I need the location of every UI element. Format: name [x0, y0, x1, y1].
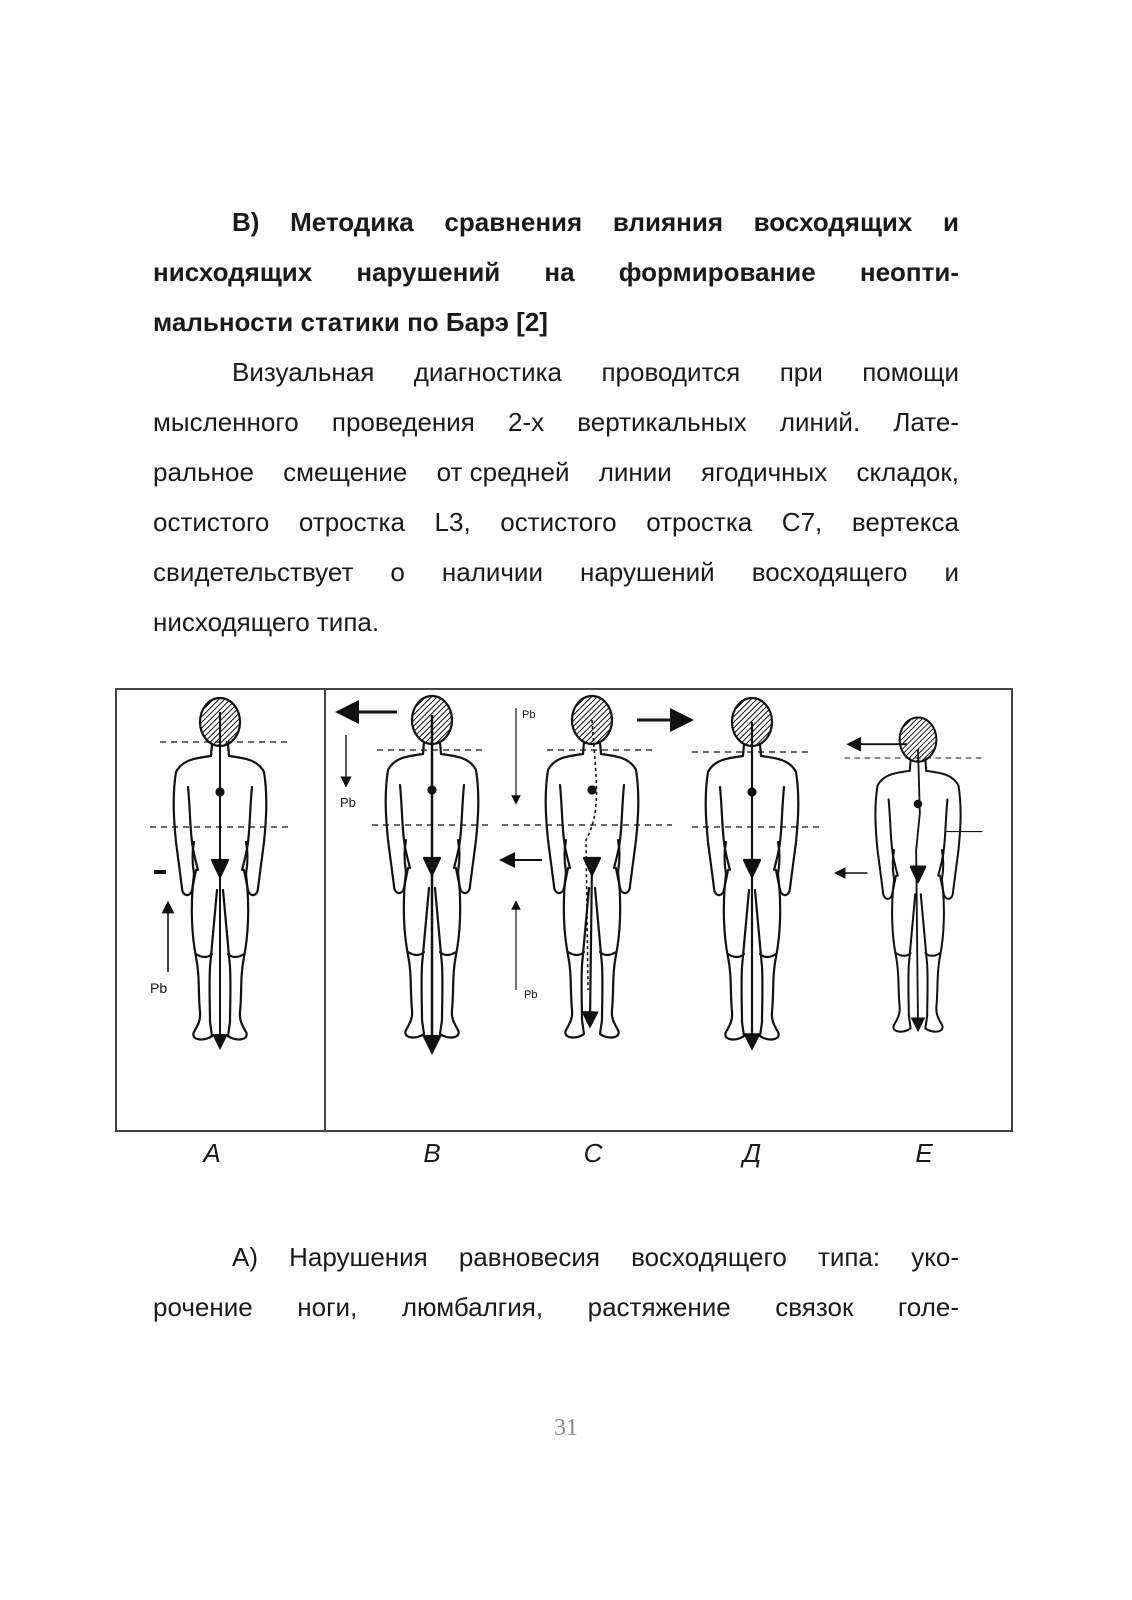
word: складок,	[856, 457, 959, 487]
word: о	[390, 557, 405, 587]
word: люмбалгия,	[401, 1292, 544, 1322]
word: диагностика	[413, 357, 563, 387]
figure-c	[502, 696, 682, 1037]
word: растяжение	[587, 1292, 731, 1322]
word: формирование	[618, 257, 816, 287]
word: и	[944, 557, 959, 587]
word: отростка	[298, 507, 405, 537]
pb-label-a: Pb	[150, 980, 168, 996]
word: влияния	[612, 207, 724, 237]
figure-label-b: В	[423, 1138, 441, 1168]
word: вертекса	[851, 507, 959, 537]
figure-label-d: Д	[742, 1138, 762, 1168]
word: ягодичных	[701, 457, 828, 487]
word: вертикальных	[577, 407, 747, 437]
word: нарушений	[579, 557, 715, 587]
word: отростка	[646, 507, 753, 537]
word: равновесия	[458, 1242, 600, 1272]
word: Нарушения	[289, 1242, 428, 1272]
page-number: 31	[554, 1415, 578, 1441]
figure-e	[840, 718, 983, 1032]
word: остистого	[153, 507, 270, 537]
figure-b	[346, 696, 492, 1045]
word: рочение	[153, 1292, 253, 1322]
figure-label-e: Е	[915, 1138, 933, 1168]
word: ральное	[153, 457, 254, 487]
figure-label-c: С	[583, 1138, 603, 1168]
word: голе-	[897, 1292, 959, 1322]
word: связок	[775, 1292, 854, 1322]
word: типа:	[817, 1242, 881, 1272]
paragraph2-line-1	[232, 1242, 959, 1272]
word: неопти-	[859, 257, 959, 287]
word: остистого	[500, 507, 617, 537]
word: Визуальная	[232, 357, 375, 387]
figure-label-a: А	[203, 1138, 221, 1168]
word: смещение	[283, 457, 408, 487]
pb-label-c-top: Pb	[522, 709, 536, 721]
pb-label-b: Pb	[340, 795, 356, 810]
word: наличии	[441, 557, 543, 587]
word: проведения	[331, 407, 475, 437]
word: Лате-	[893, 407, 959, 437]
figure-d	[692, 698, 822, 1042]
word: свидетельствует	[153, 557, 354, 587]
word: и	[943, 207, 959, 237]
word: сравнения	[444, 207, 583, 237]
word: ноги,	[297, 1292, 358, 1322]
word: от средней	[436, 457, 570, 487]
word: С7,	[781, 507, 823, 537]
word: L3,	[434, 507, 471, 537]
paragraph1-line-6: нисходящего типа.	[153, 607, 380, 637]
heading-line-3: мальности статики по Барэ [2]	[153, 307, 548, 337]
word: на	[544, 257, 575, 287]
figure-a	[150, 698, 290, 1042]
word: при	[779, 357, 823, 387]
word: восходящих	[753, 207, 913, 237]
word: Методика	[290, 207, 414, 237]
word: проводится	[601, 357, 741, 387]
word: 2-х	[508, 407, 545, 437]
word: линии	[598, 457, 672, 487]
word: восходящего	[631, 1242, 787, 1272]
word: А)	[232, 1242, 258, 1272]
word: уко-	[911, 1242, 959, 1272]
paragraph2-line-2	[153, 1292, 959, 1322]
word: нарушений	[356, 257, 501, 287]
word: помощи	[862, 357, 959, 387]
word: восходящего	[751, 557, 908, 587]
word: В)	[232, 207, 260, 237]
pb-label-c-bottom: Pb	[524, 989, 538, 1001]
word: линий.	[779, 407, 861, 437]
word: нисходящих	[153, 257, 313, 287]
word: мысленного	[153, 407, 299, 437]
